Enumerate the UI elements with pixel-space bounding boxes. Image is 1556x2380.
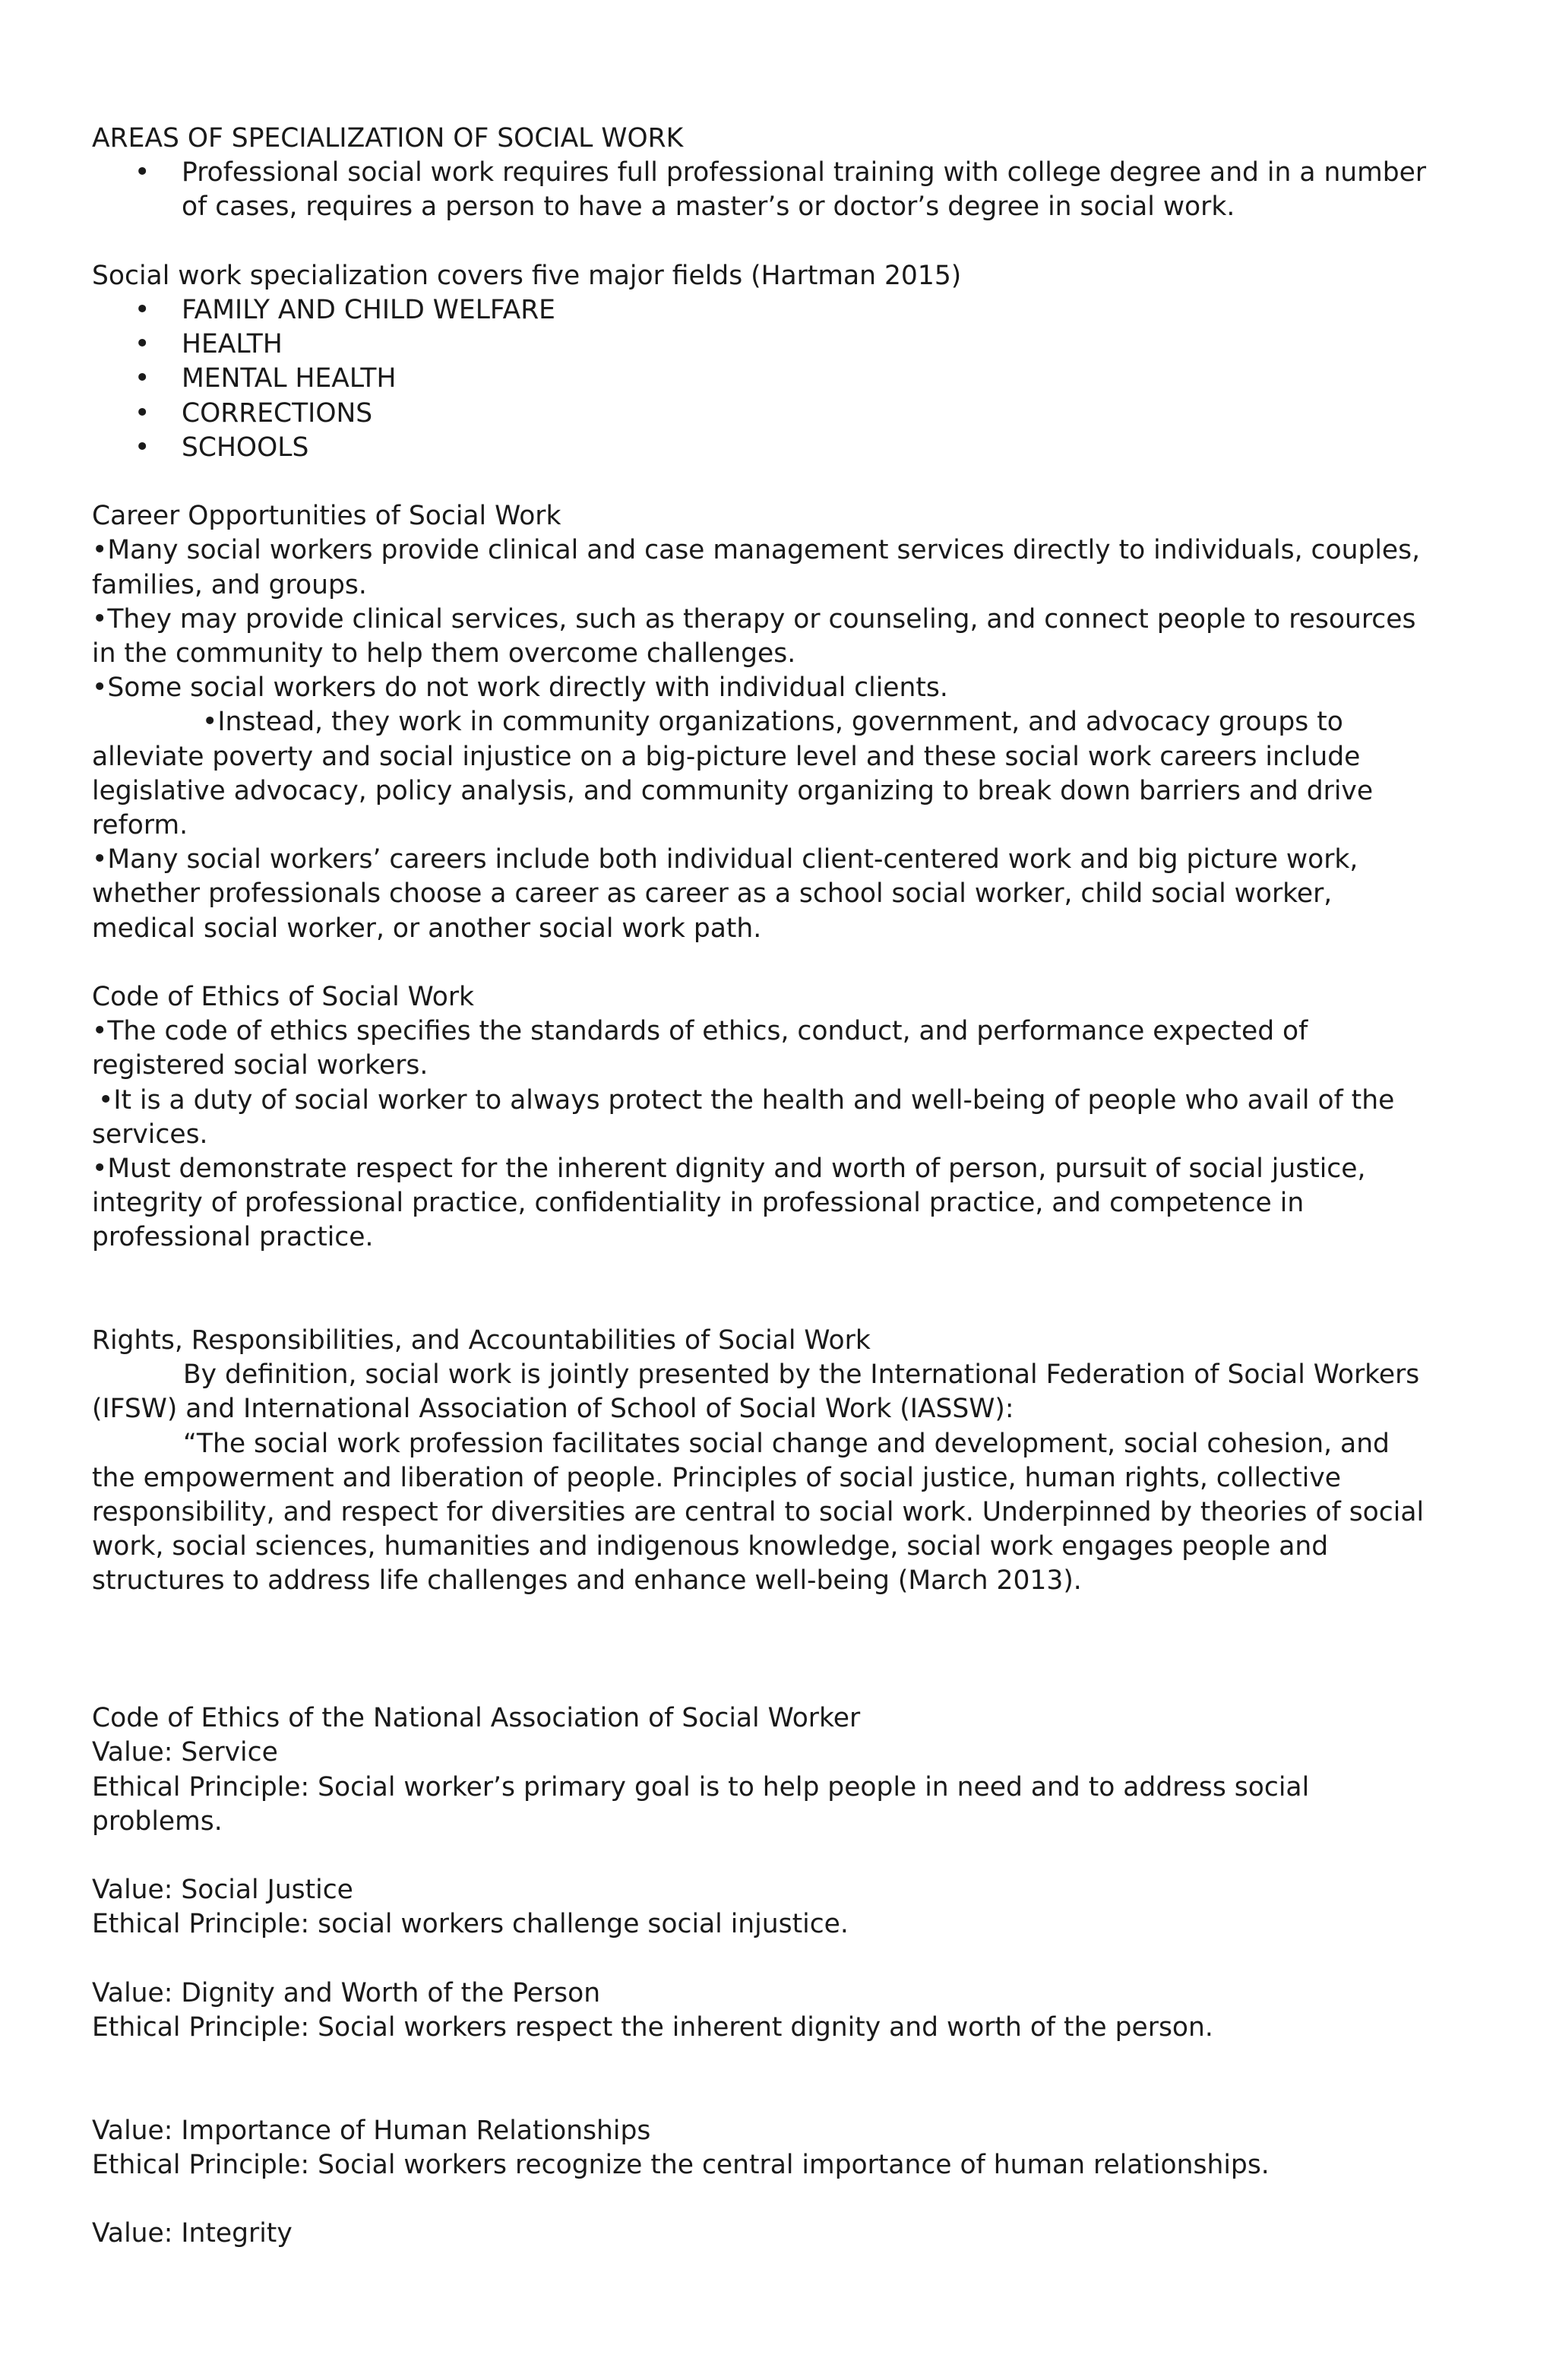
paragraph-line: •The code of ethics specifies the standards of ethics, conduct, and performance expected of xyxy=(92,1016,1308,1047)
paragraph-line: families, and groups. xyxy=(92,569,367,600)
value-label: Value: Importance of Human Relationships xyxy=(92,2115,651,2146)
value-label: Value: Dignity and Worth of the Person xyxy=(92,1977,601,2008)
value-label: Value: Integrity xyxy=(92,2218,293,2249)
section-title-specialization: AREAS OF SPECIALIZATION OF SOCIAL WORK xyxy=(92,123,684,153)
list-item-text: Professional social work requires full professional training with college degree and in a number xyxy=(182,157,1427,188)
value-label: Value: Social Justice xyxy=(92,1875,353,1906)
paragraph-line: whether professionals choose a career as career as a school social worker, child social worker, xyxy=(92,878,1333,910)
list-item xyxy=(92,156,1475,224)
paragraph-line: By definition, social work is jointly presented by the International Federation of Social Workers xyxy=(183,1359,1420,1391)
ethical-principle: problems. xyxy=(92,1806,223,1837)
section-title-rights: Rights, Responsibilities, and Accountabilities of Social Work xyxy=(92,1325,871,1356)
paragraph-line: responsibility, and respect for diversities are central to social work. Underpinned by theories of social xyxy=(92,1497,1425,1528)
list-item xyxy=(92,293,1475,328)
paragraph-line: •It is a duty of social worker to always protect the health and well-being of people who avail of the xyxy=(98,1084,1395,1116)
bullet-icon: • xyxy=(134,329,150,360)
paragraph-line: (IFSW) and International Association of School of Social Work (IASSW): xyxy=(92,1394,1014,1425)
paragraph-line: •Must demonstrate respect for the inherent dignity and worth of person, pursuit of social justice, xyxy=(92,1154,1366,1185)
paragraph-line: •Many social workers provide clinical and case management services directly to individuals, couples, xyxy=(92,535,1421,566)
section-title-code-of-ethics: Code of Ethics of Social Work xyxy=(92,982,475,1013)
section-title-nasw: Code of Ethics of the National Association of Social Worker xyxy=(92,1703,861,1734)
list-item xyxy=(92,362,1475,396)
paragraph-line: •Some social workers do not work directly with individual clients. xyxy=(92,673,948,704)
fields-intro: Social work specialization covers five major fields (Hartman 2015) xyxy=(92,260,962,291)
paragraph-line: professional practice. xyxy=(92,1222,374,1253)
list-item xyxy=(92,431,1475,465)
list-item-text: HEALTH xyxy=(182,329,283,360)
paragraph-line: services. xyxy=(92,1119,208,1150)
list-item-text: SCHOOLS xyxy=(182,432,309,463)
ethical-principle: Ethical Principle: social workers challenge social injustice. xyxy=(92,1909,849,1940)
paragraph-line: reform. xyxy=(92,810,188,841)
paragraph-line: •Many social workers’ careers include both individual client-centered work and big picture work, xyxy=(92,844,1358,875)
paragraph-line: in the community to help them overcome challenges. xyxy=(92,638,796,669)
bullet-icon: • xyxy=(134,295,150,325)
paragraph-line: medical social worker, or another social work path. xyxy=(92,913,762,944)
list-item-text: FAMILY AND CHILD WELFARE xyxy=(182,295,555,325)
list-item xyxy=(92,397,1475,431)
paragraph-line: •They may provide clinical services, such as therapy or counseling, and connect people to resources xyxy=(92,603,1416,635)
list-item-text: MENTAL HEALTH xyxy=(182,363,397,394)
paragraph-line: •Instead, they work in community organizations, government, and advocacy groups to xyxy=(202,707,1343,738)
paragraph-line: structures to address life challenges and enhance well-being (March 2013). xyxy=(92,1565,1082,1597)
paragraph-line: integrity of professional practice, confidentiality in professional practice, and competence in xyxy=(92,1188,1305,1219)
document-body xyxy=(92,122,1475,2251)
list-item-text: of cases, requires a person to have a master’s or doctor’s degree in social work. xyxy=(182,191,1235,223)
list-item-text: CORRECTIONS xyxy=(182,397,373,429)
bullet-icon: • xyxy=(134,432,150,463)
ethical-principle: Ethical Principle: Social worker’s primary goal is to help people in need and to address social xyxy=(92,1771,1310,1802)
ethical-principle: Ethical Principle: Social workers recognize the central importance of human relationships. xyxy=(92,2149,1270,2180)
list-item xyxy=(92,328,1475,362)
ethical-principle: Ethical Principle: Social workers respect the inherent dignity and worth of the person. xyxy=(92,2012,1213,2043)
paragraph-line: registered social workers. xyxy=(92,1050,429,1081)
paragraph-line: the empowerment and liberation of people. Principles of social justice, human rights, collective xyxy=(92,1462,1342,1493)
paragraph-line: legislative advocacy, policy analysis, and community organizing to break down barriers and drive xyxy=(92,775,1374,806)
bullet-icon: • xyxy=(134,397,150,429)
bullet-icon: • xyxy=(134,363,150,394)
section-title-career: Career Opportunities of Social Work xyxy=(92,501,561,532)
value-label: Value: Service xyxy=(92,1737,278,1768)
paragraph-line: work, social sciences, humanities and indigenous knowledge, social work engages people and xyxy=(92,1531,1329,1562)
paragraph-line: “The social work profession facilitates social change and development, social cohesion, and xyxy=(183,1428,1390,1459)
paragraph-line: alleviate poverty and social injustice on a big-picture level and these social work careers include xyxy=(92,741,1361,772)
bullet-icon: • xyxy=(134,157,150,188)
